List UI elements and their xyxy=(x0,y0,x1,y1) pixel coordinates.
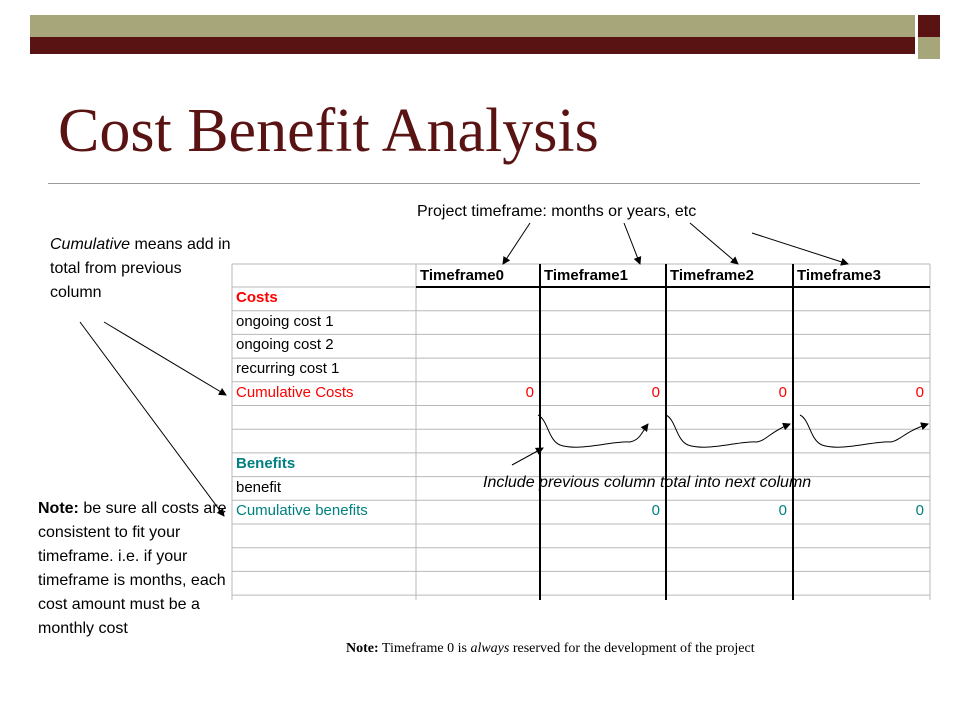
cell-value: 0 xyxy=(778,383,787,401)
consistency-note-text: be sure all costs are consistent to fit your timeframe. i.e. if your timeframe is months, each cost amount must be a monthly cost xyxy=(38,500,227,637)
arrow-to-cumulative-costs xyxy=(104,322,226,395)
cumulative-explanation: means add in total from previous column xyxy=(50,236,231,301)
column-header-timeframe1: Timeframe1 xyxy=(544,267,628,284)
consistency-note-lead: Note: xyxy=(38,500,79,517)
carry-arrow-1 xyxy=(538,415,648,447)
row-label: Benefits xyxy=(236,454,296,472)
cell-value: 0 xyxy=(915,502,924,520)
row-label: Cumulative benefits xyxy=(236,502,368,520)
timeframe-note: Project timeframe: months or years, etc xyxy=(417,203,697,220)
cell-value: 0 xyxy=(915,383,924,401)
cell-value: 0 xyxy=(651,502,660,520)
carry-arrow-2 xyxy=(666,415,790,447)
carry-arrow-3 xyxy=(800,415,928,447)
row-label: benefit xyxy=(236,478,282,496)
arrow-to-timeframe0 xyxy=(503,223,530,264)
cumulative-term: Cumulative xyxy=(50,236,131,253)
slide-title: Cost Benefit Analysis xyxy=(58,97,599,165)
cell-value: 0 xyxy=(525,383,534,401)
row-label: recurring cost 1 xyxy=(236,360,340,378)
reserved-note-lead: Note: xyxy=(346,641,379,656)
reserved-note-text-b: reserved for the development of the project xyxy=(509,641,755,656)
row-label: Cumulative Costs xyxy=(236,383,354,401)
row-label: ongoing cost 1 xyxy=(236,312,334,330)
column-header-timeframe3: Timeframe3 xyxy=(797,267,881,284)
arrow-to-timeframe1 xyxy=(624,223,640,264)
reserved-note-text-a: Timeframe 0 is xyxy=(378,641,471,656)
cell-value: 0 xyxy=(778,502,787,520)
cell-value: 0 xyxy=(651,383,660,401)
column-header-timeframe0: Timeframe0 xyxy=(420,267,504,284)
column-header-timeframe2: Timeframe2 xyxy=(670,267,754,284)
reserved-note-emphasis: always xyxy=(470,641,510,656)
row-label: Costs xyxy=(236,289,278,306)
arrow-from-include-note xyxy=(512,448,543,465)
arrow-to-timeframe3 xyxy=(752,233,848,264)
include-previous-note: Include previous column total into next column xyxy=(483,474,812,491)
arrow-to-timeframe2 xyxy=(690,223,738,264)
row-label: ongoing cost 2 xyxy=(236,336,334,354)
